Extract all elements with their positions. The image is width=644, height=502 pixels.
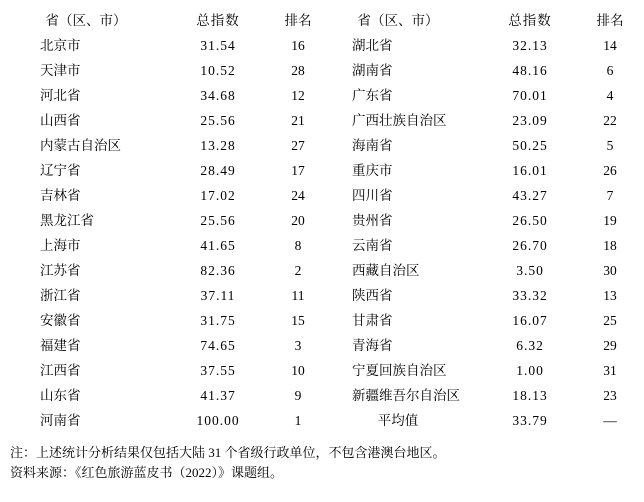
cell-rank: 14 [603, 38, 617, 53]
cell-index: 1.00 [516, 363, 544, 378]
cell-rank: 7 [606, 188, 614, 203]
cell-index: 13.28 [200, 138, 236, 153]
cell-province: 浙江省 [40, 288, 81, 303]
cell-rank: 2 [294, 263, 302, 278]
table-row [10, 258, 634, 283]
cell-province: 上海市 [40, 238, 81, 253]
cell-index: 31.75 [200, 313, 236, 328]
cell-province: 四川省 [352, 188, 393, 203]
cell-index: 6.32 [516, 338, 544, 353]
table-row [10, 383, 634, 408]
cell-rank: 18 [603, 238, 617, 253]
cell-province: 贵州省 [352, 213, 393, 228]
cell-province: 山东省 [40, 388, 81, 403]
cell-rank: 27 [291, 138, 305, 153]
cell-province: 山西省 [40, 113, 81, 128]
table-row [10, 308, 634, 333]
cell-province: 安徽省 [40, 313, 81, 328]
cell-rank: 20 [291, 213, 305, 228]
cell-province: 河北省 [40, 88, 81, 103]
cell-rank: 19 [603, 213, 617, 228]
cell-index: 100.00 [196, 413, 240, 428]
cell-rank: 17 [291, 163, 305, 178]
cell-rank: 3 [294, 338, 302, 353]
table-row [10, 358, 634, 383]
cell-index: 74.65 [200, 338, 236, 353]
cell-province: 黑龙江省 [40, 213, 94, 228]
header-index-right: 总指数 [508, 13, 552, 28]
table-row [10, 33, 634, 58]
note-text: 注：上述统计分析结果仅包括大陆 31 个省级行政单位，不包含港澳台地区。 [10, 445, 446, 460]
header-index-left: 总指数 [196, 13, 240, 28]
cell-province: 西藏自治区 [352, 263, 420, 278]
cell-province: 陕西省 [352, 288, 393, 303]
cell-province: 湖南省 [352, 63, 393, 78]
cell-rank: 13 [603, 288, 617, 303]
cell-rank: 29 [603, 338, 617, 353]
cell-index: 31.54 [200, 38, 236, 53]
table-body [10, 8, 634, 433]
cell-rank: 16 [291, 38, 305, 53]
cell-province: 云南省 [352, 238, 393, 253]
table-row-average [10, 408, 634, 433]
cell-province: 甘肃省 [352, 313, 393, 328]
cell-province: 北京市 [40, 38, 81, 53]
cell-index: 16.01 [512, 163, 548, 178]
cell-province: 天津市 [40, 63, 81, 78]
cell-rank: 22 [603, 113, 617, 128]
average-label: 平均值 [377, 413, 419, 428]
cell-index: 82.36 [200, 263, 236, 278]
table-row [10, 208, 634, 233]
cell-rank: 12 [291, 88, 305, 103]
cell-province: 江西省 [40, 363, 81, 378]
cell-index: 34.68 [200, 88, 236, 103]
cell-province: 新疆维吾尔自治区 [352, 388, 460, 403]
average-rank: — [603, 413, 617, 428]
cell-province: 重庆市 [352, 163, 393, 178]
average-index: 33.79 [512, 413, 548, 428]
cell-index: 32.13 [512, 38, 548, 53]
cell-rank: 6 [606, 63, 614, 78]
cell-province: 江苏省 [40, 263, 81, 278]
table-row [10, 108, 634, 133]
cell-rank: 9 [294, 388, 302, 403]
header-rank-left: 排名 [284, 13, 312, 28]
cell-index: 28.49 [200, 163, 236, 178]
cell-index: 10.52 [200, 63, 236, 78]
cell-rank: 24 [291, 188, 305, 203]
cell-province: 河南省 [40, 413, 81, 428]
cell-rank: 28 [291, 63, 305, 78]
cell-index: 16.07 [512, 313, 548, 328]
table-row [10, 333, 634, 358]
cell-rank: 4 [606, 88, 614, 103]
table-row [10, 158, 634, 183]
cell-index: 37.55 [200, 363, 236, 378]
cell-rank: 5 [606, 138, 614, 153]
red-tourism-index-table [10, 8, 634, 433]
cell-index: 25.56 [200, 113, 236, 128]
cell-index: 25.56 [200, 213, 236, 228]
cell-rank: 8 [294, 238, 302, 253]
source-text: 资料来源：《红色旅游蓝皮书（2022）》课题组。 [10, 465, 284, 480]
header-rank-right: 排名 [596, 13, 624, 28]
cell-index: 3.50 [516, 263, 544, 278]
cell-rank: 1 [294, 413, 302, 428]
table-header-row [10, 8, 634, 33]
cell-index: 26.70 [512, 238, 548, 253]
cell-rank: 26 [603, 163, 617, 178]
table-row [10, 233, 634, 258]
cell-index: 33.32 [512, 288, 548, 303]
cell-province: 吉林省 [40, 188, 81, 203]
cell-index: 48.16 [512, 63, 548, 78]
cell-index: 17.02 [200, 188, 236, 203]
cell-rank: 10 [291, 363, 305, 378]
cell-province: 广东省 [352, 88, 393, 103]
cell-index: 41.65 [200, 238, 236, 253]
cell-rank: 15 [291, 313, 305, 328]
table-notes [10, 443, 634, 483]
cell-province: 宁夏回族自治区 [352, 363, 447, 378]
cell-index: 43.27 [512, 188, 548, 203]
cell-province: 辽宁省 [40, 163, 81, 178]
cell-rank: 21 [291, 113, 305, 128]
cell-province: 广西壮族自治区 [352, 113, 447, 128]
table-row [10, 83, 634, 108]
cell-rank: 11 [291, 288, 305, 303]
table-row [10, 58, 634, 83]
cell-province: 湖北省 [352, 38, 393, 53]
header-province-right: 省（区、市） [357, 13, 439, 28]
cell-province: 海南省 [352, 138, 393, 153]
table-row [10, 133, 634, 158]
cell-index: 26.50 [512, 213, 548, 228]
cell-rank: 31 [603, 363, 617, 378]
cell-province: 青海省 [352, 338, 393, 353]
table-row [10, 283, 634, 308]
table-row [10, 183, 634, 208]
cell-index: 70.01 [512, 88, 548, 103]
cell-index: 23.09 [512, 113, 548, 128]
cell-index: 37.11 [200, 288, 236, 303]
cell-rank: 30 [603, 263, 617, 278]
cell-index: 18.13 [512, 388, 548, 403]
cell-province: 福建省 [40, 338, 81, 353]
cell-rank: 25 [603, 313, 617, 328]
cell-province: 内蒙古自治区 [40, 138, 121, 153]
cell-rank: 23 [603, 388, 617, 403]
cell-index: 50.25 [512, 138, 548, 153]
cell-index: 41.37 [200, 388, 236, 403]
header-province-left: 省（区、市） [45, 13, 127, 28]
